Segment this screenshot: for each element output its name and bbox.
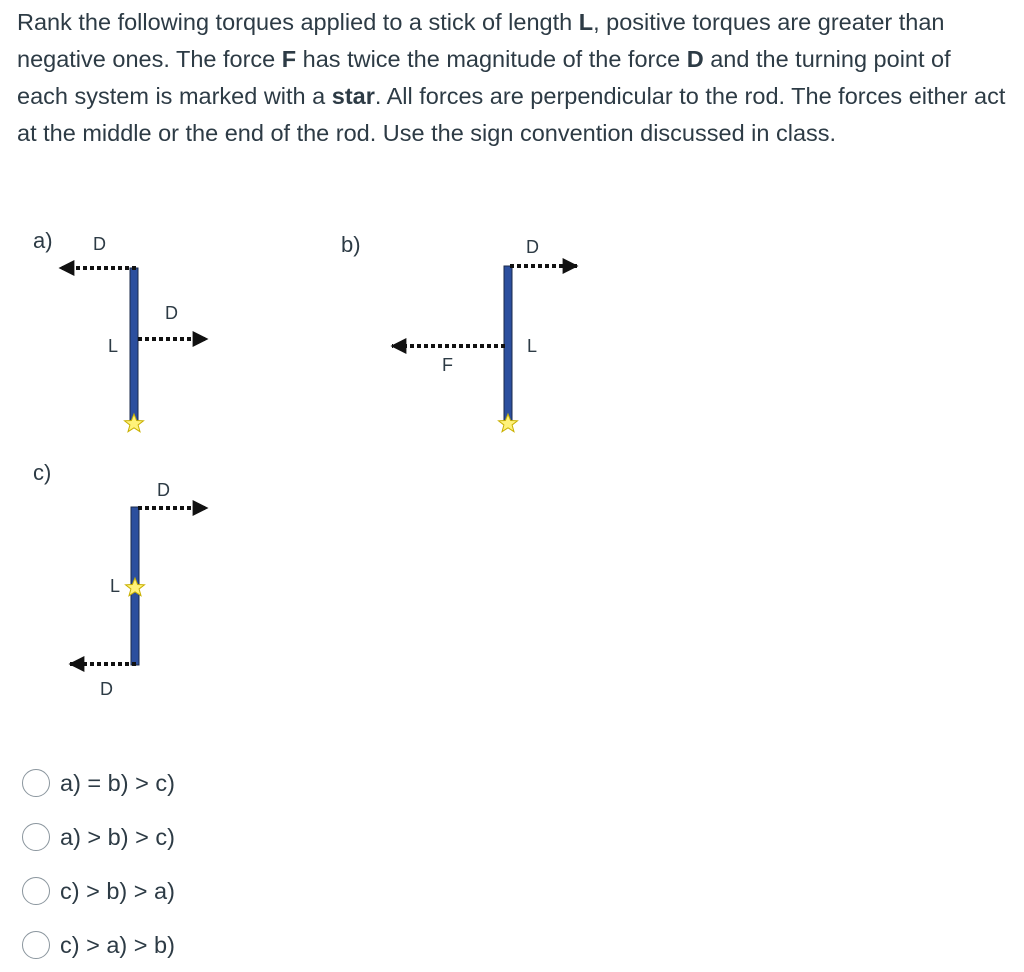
answer-option[interactable]: [22, 756, 175, 810]
radio-button[interactable]: [22, 769, 50, 797]
answer-options: [22, 756, 175, 972]
answer-option-label: a) = b) > c): [60, 769, 175, 796]
answer-option[interactable]: [22, 810, 175, 864]
question-text: Rank the following torques applied to a stick of length L, positive torques are greater than negative ones. The force F has twice the magnitude of the force D and the turning point of each system is marked with a star. All forces are perpendicular to the rod. The forces either act at the middle or the end of the rod. Use the sign convention discussed in class.: [17, 9, 1006, 146]
force-label-a-top: D: [93, 234, 106, 254]
force-label-b-top: D: [526, 237, 539, 257]
diagram-b-label: b): [341, 232, 361, 257]
force-label-c-bottom: D: [100, 679, 113, 699]
diagram-c-label: c): [33, 460, 52, 485]
force-label-c-top: D: [157, 480, 170, 500]
rod-a: [130, 268, 138, 425]
answer-option[interactable]: [22, 864, 175, 918]
diagram-c: [70, 507, 207, 665]
force-label-b-mid: F: [442, 355, 453, 375]
pivot-star-b: [499, 414, 518, 432]
rod-b: [504, 266, 512, 425]
diagram-a: [60, 268, 207, 432]
answer-option-label: a) > b) > c): [60, 823, 175, 850]
pivot-star-a: [125, 414, 144, 432]
diagram-b: [392, 266, 577, 432]
answer-option[interactable]: [22, 918, 175, 972]
rod-length-label-c: L: [110, 576, 121, 596]
answer-option-label: c) > a) > b): [60, 931, 175, 958]
answer-option-label: c) > b) > a): [60, 877, 175, 904]
radio-button[interactable]: [22, 877, 50, 905]
rod-length-label-b: L: [527, 336, 538, 356]
rod-length-label-a: L: [108, 336, 119, 356]
radio-button[interactable]: [22, 931, 50, 959]
diagram-a-label: a): [33, 228, 53, 253]
force-label-a-mid: D: [165, 303, 178, 323]
radio-button[interactable]: [22, 823, 50, 851]
